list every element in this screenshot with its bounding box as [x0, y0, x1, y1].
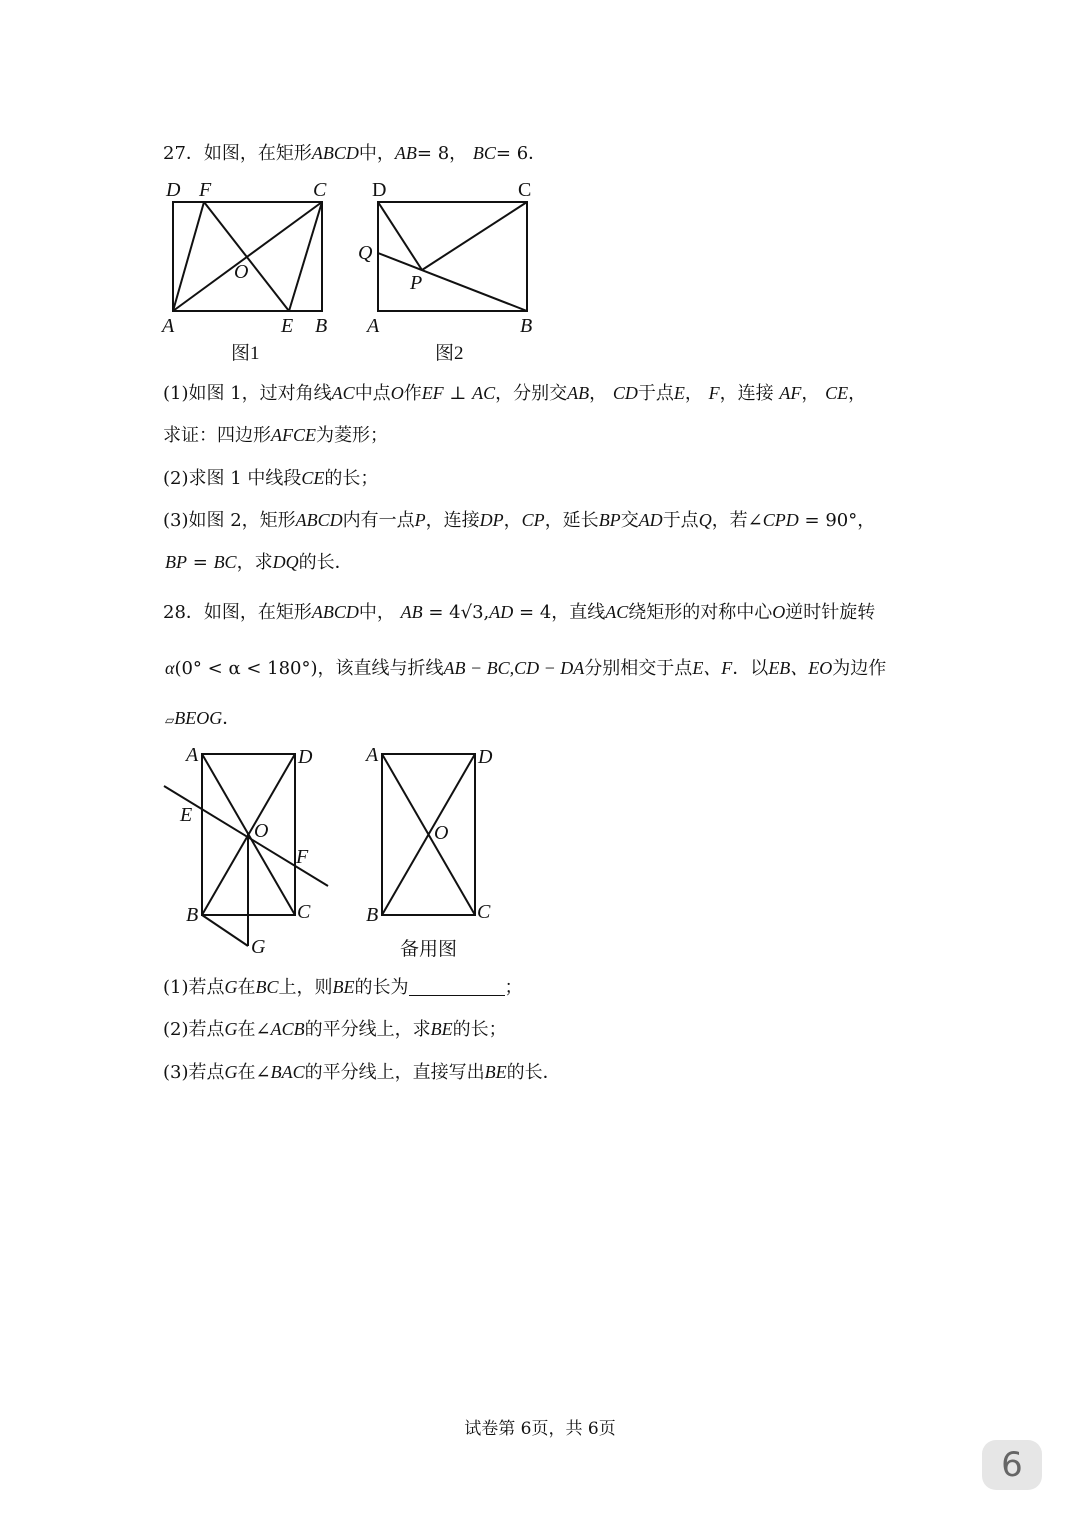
fig1-line-ce: [289, 202, 322, 311]
q27-part1-line2: 求证：四边形AFCE为菱形；: [163, 425, 388, 446]
q27-part1-line1: (1)如图 1，过对角线AC中点O作EF ⊥ AC，分别交AB， CD于点E， F，连接 AF， CE，: [163, 383, 867, 404]
fig3-label-f: F: [296, 846, 309, 868]
fig1-label-c: C: [313, 179, 327, 201]
fig4-caption: 备用图: [400, 939, 458, 960]
fig2-rectangle: [378, 202, 527, 311]
fig3-label-g: G: [251, 936, 266, 958]
fig3-label-o: O: [254, 820, 269, 842]
fig2-label-p: P: [410, 272, 423, 294]
q28-part3: (3)若点G在∠BAC的平分线上，直接写出BE的长．: [163, 1062, 561, 1083]
fig3-rotated-line: [164, 786, 328, 886]
fig1-line-af: [173, 202, 204, 311]
fig2-label-c: C: [518, 179, 532, 201]
fig2-line-bq: [378, 253, 527, 311]
q27-part3-line2: BP = BC，求DQ的长．: [165, 552, 353, 573]
fig2-caption: 图2: [435, 343, 464, 364]
fig2-label-q: Q: [358, 242, 373, 264]
fig4-label-a: A: [366, 744, 379, 766]
q27-figure-2: [352, 172, 552, 367]
q27-title: 27．如图，在矩形ABCD中，AB= 8， BC= 6．: [163, 143, 547, 164]
fig4-label-o: O: [434, 822, 449, 844]
q27-part2: (2)求图 1 中线段CE的长；: [163, 468, 379, 489]
fig2-label-d: D: [372, 179, 387, 201]
fig1-label-e: E: [281, 315, 294, 337]
q28-figure-main: [160, 740, 350, 965]
q28-part2: (2)若点G在∠ACB的平分线上，求BE的长；: [163, 1019, 507, 1040]
fig3-label-e: E: [180, 804, 193, 826]
fig1-caption: 图1: [231, 343, 260, 364]
fig1-label-d: D: [166, 179, 181, 201]
fig4-label-d: D: [478, 746, 493, 768]
fig3-line-bg: [202, 915, 248, 946]
q27-part3-line1: (3)如图 2，矩形ABCD内有一点P，连接DP，CP，延长BP交AD于点Q，若∠CPD = 90°，: [163, 510, 876, 531]
fig3-label-d: D: [298, 746, 313, 768]
fig4-label-b: B: [366, 904, 379, 926]
fig1-label-f: F: [199, 179, 212, 201]
fig3-label-a: A: [186, 744, 199, 766]
q28-intro-line1: 28．如图，在矩形ABCD中， AB = 4√3,AD = 4，直线AC绕矩形的对称中心O逆时针旋转: [163, 602, 876, 623]
fig4-label-c: C: [477, 901, 491, 923]
fig3-label-b: B: [186, 904, 199, 926]
answer-blank[interactable]: [409, 977, 505, 996]
fig2-line-dp: [378, 202, 422, 270]
q28-intro-line2: α(0° < α < 180°)，该直线与折线AB − BC,CD − DA分别相交于点E、F．以EB、EO为边作: [165, 658, 887, 679]
fig1-label-a: A: [162, 315, 175, 337]
fig2-label-b: B: [520, 315, 533, 337]
page-number-badge: 6: [982, 1440, 1042, 1490]
q28-part1: (1)若点G在BC上，则BE的长为 ；: [163, 977, 523, 998]
fig3-label-c: C: [297, 901, 311, 923]
fig1-label-b: B: [315, 315, 328, 337]
q28-figure-spare: [360, 740, 520, 968]
fig1-label-o: O: [234, 261, 249, 283]
q28-intro-line3: ▱BEOG．: [165, 708, 241, 729]
q27-figure-1: [155, 172, 345, 367]
fig2-line-cp: [422, 202, 527, 270]
page-footer: 试卷第 6页，共 6页: [464, 1419, 616, 1439]
fig2-label-a: A: [367, 315, 380, 337]
fig1-line-ef: [204, 202, 289, 311]
